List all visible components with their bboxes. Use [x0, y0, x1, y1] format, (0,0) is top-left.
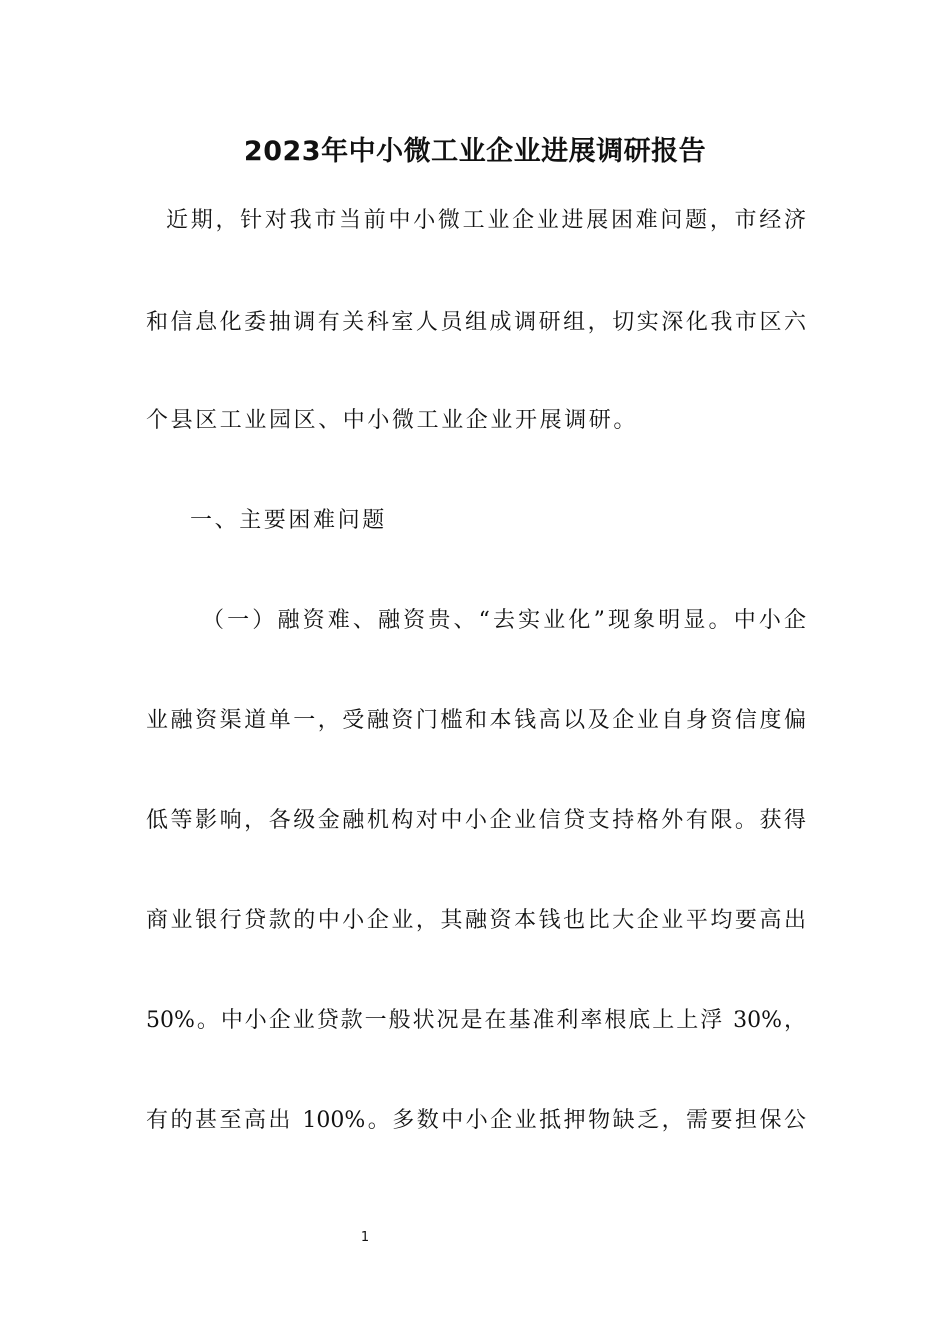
page-title: 2023年中小微工业企业进展调研报告 — [243, 136, 707, 167]
paragraph-line: 个县区工业园区、中小微工业企业开展调研。 — [146, 408, 639, 433]
paragraph-line: 和信息化委抽调有关科室人员组成调研组，切实深化我市区六 — [146, 310, 806, 335]
paragraph-line: 低等影响，各级金融机构对中小企业信贷支持格外有限。获得 — [146, 808, 806, 833]
paragraph-line: 有的甚至高出 100%。多数中小企业抵押物缺乏，需要担保公 — [146, 1108, 806, 1133]
page-number: 1 — [360, 1230, 370, 1245]
paragraph-line: 商业银行贷款的中小企业，其融资本钱也比大企业平均要高出 — [146, 908, 806, 933]
paragraph-line: （一）融资难、融资贵、“去实业化”现象明显。中小企 — [202, 608, 806, 633]
paragraph-line: 近期，针对我市当前中小微工业企业进展困难问题，市经济 — [166, 208, 806, 233]
paragraph-line: 业融资渠道单一，受融资门槛和本钱高以及企业自身资信度偏 — [146, 708, 806, 733]
paragraph-line: 50%。中小企业贷款一般状况是在基准利率根底上上浮 30%， — [146, 1008, 806, 1033]
section-heading: 一、主要困难问题 — [190, 508, 387, 533]
